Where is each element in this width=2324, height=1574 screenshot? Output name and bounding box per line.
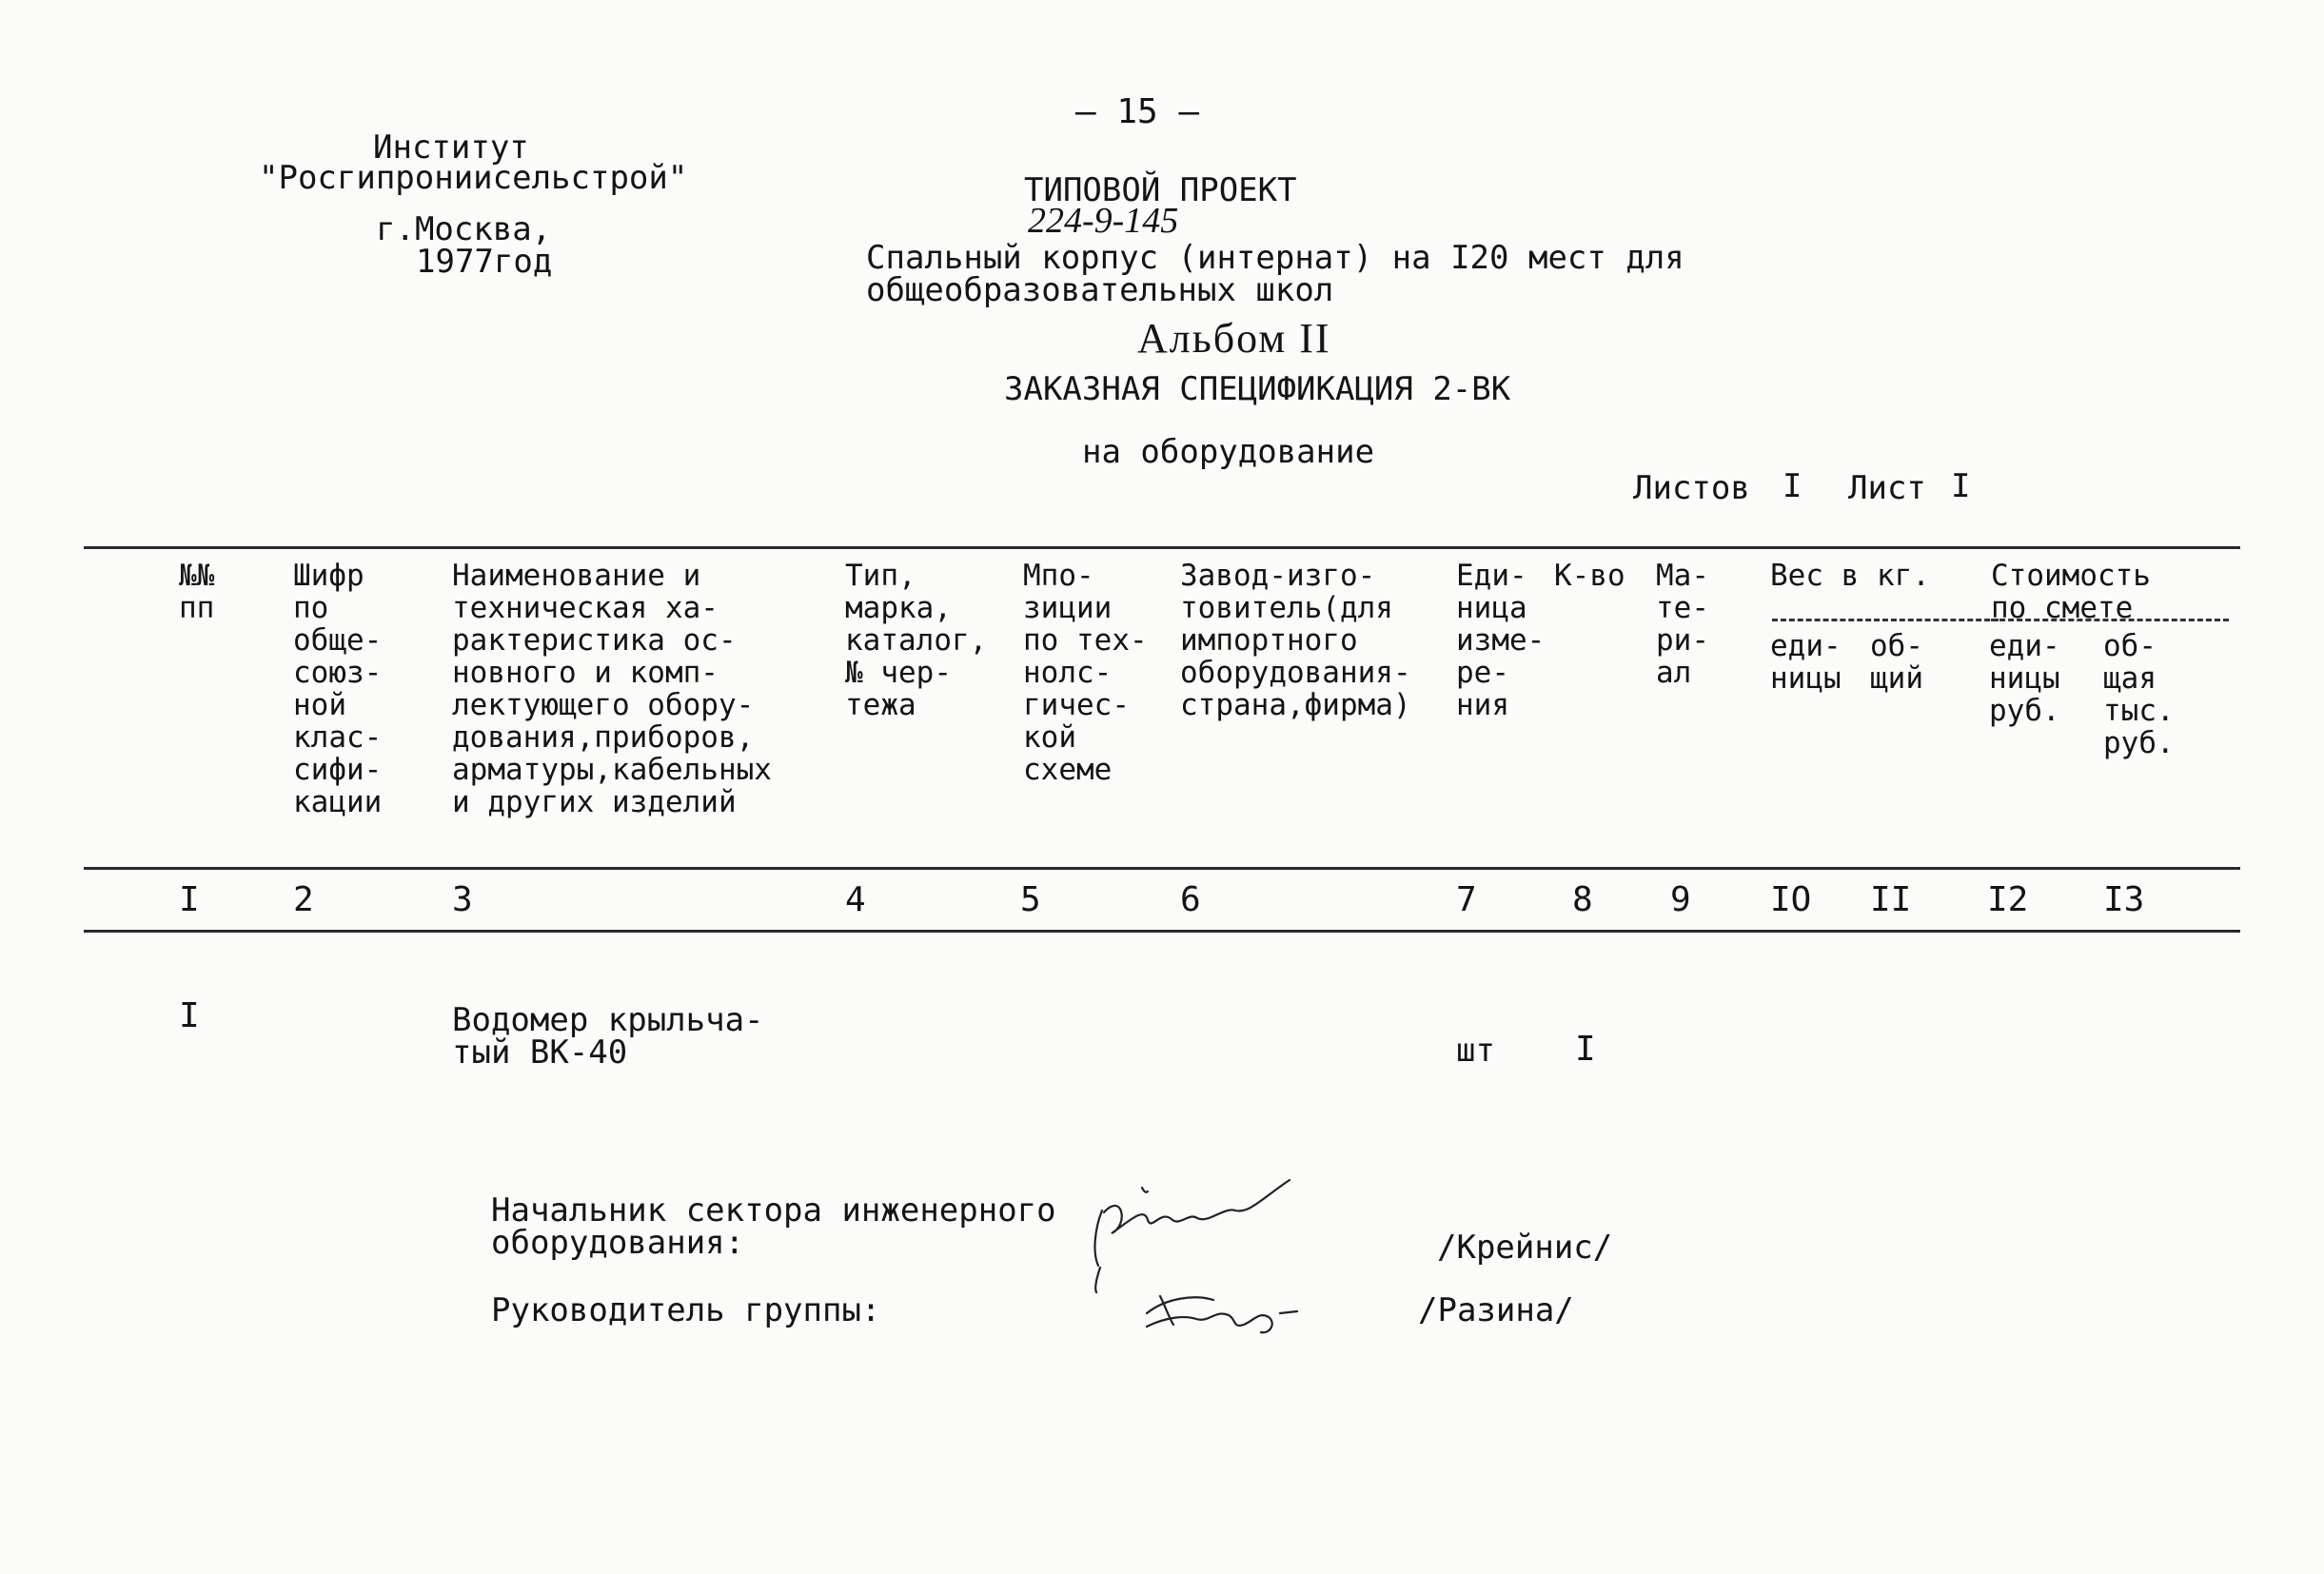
header-name: Наименование и техническая ха- рактеристика ос- новного и комп- лектующего обору- дования,приборов, арматуры,кабельных и других изделий [452, 559, 772, 819]
row-number: I [179, 996, 200, 1035]
handwritten-signature-2 [1137, 1275, 1309, 1342]
header-material: Ма- те- ри- ал [1656, 559, 1709, 690]
header-position: Мпо- зиции по тех- нолс- гичес- кой схеме [1023, 559, 1148, 787]
signature-role-sector-head: Начальник сектора инженерного оборудования: [491, 1191, 1056, 1262]
page-number: – 15 – [1075, 92, 1200, 131]
sheets-label: Листов [1633, 469, 1750, 507]
column-number: 4 [845, 880, 866, 919]
sheet-label: Лист [1848, 469, 1926, 507]
column-number: IO [1770, 880, 1812, 919]
column-number: 8 [1572, 880, 1593, 919]
row-item-name: Водомер крыльча- тый ВК-40 [452, 1001, 764, 1072]
project-title-line2: общеобразовательных школ [866, 271, 1334, 309]
header-type: Тип, марка, каталог, № чер- тежа [845, 559, 988, 722]
header-weight-group: Вес в кг. [1770, 559, 1930, 593]
column-number: I3 [2103, 880, 2145, 919]
signature-name-1: /Крейнис/ [1437, 1229, 1613, 1267]
column-number: 7 [1456, 880, 1477, 919]
signature-name-2: /Разина/ [1418, 1291, 1574, 1329]
table-top-rule [84, 546, 2240, 549]
header-cost-unit: еди- ницы руб. [1989, 629, 2060, 728]
signature-role-group-lead: Руководитель группы: [491, 1291, 881, 1329]
column-number: 9 [1670, 880, 1691, 919]
column-number: I2 [1987, 880, 2029, 919]
album-title: Альбом II [1137, 315, 1331, 362]
header-classifier-code: Шифр по обще- союз- ной клас- сифи- кации [293, 559, 383, 819]
column-number: II [1870, 880, 1912, 919]
cost-group-divider [1991, 619, 2229, 621]
table-numbers-rule [84, 930, 2240, 933]
sheets-value: I [1782, 467, 1802, 505]
header-row-number: №№ пп [179, 559, 215, 625]
header-manufacturer: Завод-изго- товитель(для импортного оборудования- страна,фирма) [1180, 559, 1411, 722]
row-unit: шт [1456, 1032, 1495, 1070]
project-kind: ТИПОВОЙ ПРОЕКТ [1024, 171, 1297, 209]
institute-name: "Росгипрониисельстрой" [259, 159, 688, 197]
column-number: 6 [1180, 880, 1201, 919]
column-number: I [179, 880, 200, 919]
project-number: 224-9-145 [1028, 201, 1179, 241]
column-number: 3 [452, 880, 473, 919]
sheet-value: I [1951, 467, 1971, 505]
header-unit: Еди- ница изме- ре- ния [1456, 559, 1546, 722]
header-cost-group: Стоимость по смете [1991, 559, 2151, 625]
header-weight-total: об- щий [1870, 629, 1923, 696]
header-cost-total: об- щая тыс. руб. [2103, 629, 2175, 760]
institute-year: 1977год [416, 243, 553, 281]
institute-label: Институт [373, 128, 529, 167]
header-quantity: К-во [1554, 559, 1625, 593]
institute-city: г.Москва, [376, 210, 552, 248]
header-weight-unit: еди- ницы [1770, 629, 1841, 696]
spec-subtitle: на оборудование [1082, 433, 1375, 471]
project-title-line1: Спальный корпус (интернат) на I20 мест для [866, 239, 1684, 277]
spec-title: ЗАКАЗНАЯ СПЕЦИФИКАЦИЯ 2-ВК [1004, 370, 1511, 408]
row-quantity: I [1575, 1030, 1596, 1069]
table-header-rule [84, 867, 2240, 870]
weight-group-divider [1772, 619, 1999, 621]
column-number: 2 [293, 880, 314, 919]
column-number: 5 [1020, 880, 1041, 919]
